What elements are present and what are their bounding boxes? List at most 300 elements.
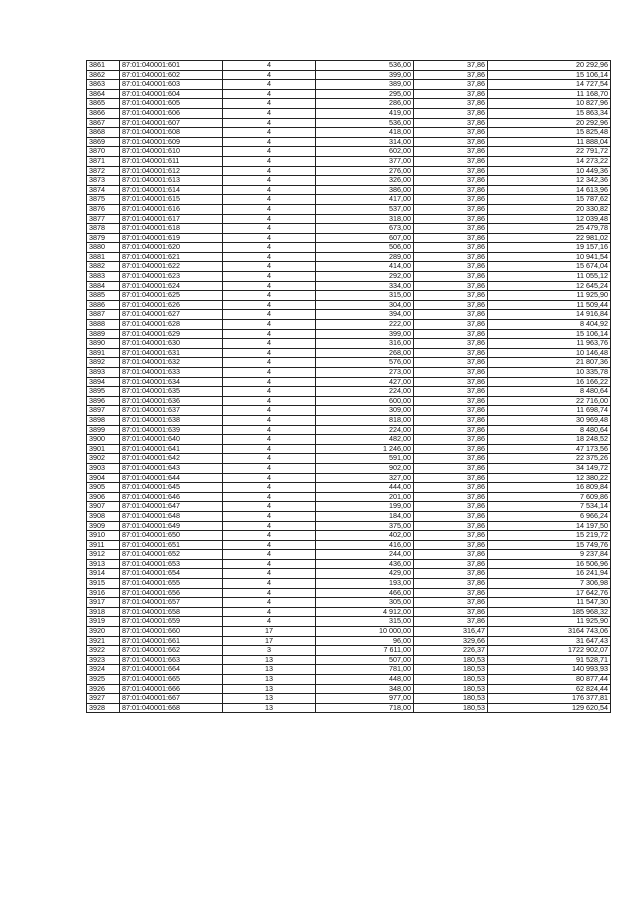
rate-cell: 37,86 bbox=[414, 166, 488, 176]
cadastral-number-cell: 87:01:040001:660 bbox=[120, 627, 223, 637]
value-cell: 22 716,00 bbox=[488, 396, 611, 406]
area-cell: 576,00 bbox=[316, 358, 414, 368]
area-cell: 427,00 bbox=[316, 377, 414, 387]
rate-cell: 37,86 bbox=[414, 291, 488, 301]
value-cell: 140 993,93 bbox=[488, 665, 611, 675]
value-cell: 14 613,96 bbox=[488, 185, 611, 195]
group-cell: 4 bbox=[223, 185, 316, 195]
value-cell: 8 480,64 bbox=[488, 425, 611, 435]
area-cell: 419,00 bbox=[316, 108, 414, 118]
group-cell: 4 bbox=[223, 262, 316, 272]
cadastral-number-cell: 87:01:040001:609 bbox=[120, 137, 223, 147]
row-number-cell: 3892 bbox=[87, 358, 120, 368]
row-number-cell: 3874 bbox=[87, 185, 120, 195]
value-cell: 10 941,54 bbox=[488, 252, 611, 262]
table-row bbox=[87, 435, 611, 445]
group-cell: 4 bbox=[223, 473, 316, 483]
area-cell: 402,00 bbox=[316, 531, 414, 541]
cadastral-number-cell: 87:01:040001:658 bbox=[120, 607, 223, 617]
area-cell: 902,00 bbox=[316, 463, 414, 473]
row-number-cell: 3902 bbox=[87, 454, 120, 464]
row-number-cell: 3891 bbox=[87, 348, 120, 358]
cadastral-number-cell: 87:01:040001:656 bbox=[120, 588, 223, 598]
table-row bbox=[87, 540, 611, 550]
area-cell: 315,00 bbox=[316, 617, 414, 627]
cadastral-value-table bbox=[86, 60, 611, 713]
table-row bbox=[87, 655, 611, 665]
area-cell: 224,00 bbox=[316, 425, 414, 435]
cadastral-number-cell: 87:01:040001:616 bbox=[120, 204, 223, 214]
rate-cell: 37,86 bbox=[414, 204, 488, 214]
table-row bbox=[87, 559, 611, 569]
value-cell: 11 509,44 bbox=[488, 300, 611, 310]
table-row bbox=[87, 415, 611, 425]
table-row bbox=[87, 176, 611, 186]
group-cell: 13 bbox=[223, 703, 316, 713]
row-number-cell: 3897 bbox=[87, 406, 120, 416]
cadastral-number-cell: 87:01:040001:645 bbox=[120, 483, 223, 493]
rate-cell: 37,86 bbox=[414, 339, 488, 349]
rate-cell: 37,86 bbox=[414, 214, 488, 224]
group-cell: 4 bbox=[223, 511, 316, 521]
row-number-cell: 3894 bbox=[87, 377, 120, 387]
area-cell: 536,00 bbox=[316, 118, 414, 128]
row-number-cell: 3928 bbox=[87, 703, 120, 713]
cadastral-number-cell: 87:01:040001:613 bbox=[120, 176, 223, 186]
table-row bbox=[87, 588, 611, 598]
group-cell: 4 bbox=[223, 70, 316, 80]
cadastral-number-cell: 87:01:040001:629 bbox=[120, 329, 223, 339]
cadastral-number-cell: 87:01:040001:602 bbox=[120, 70, 223, 80]
table-row bbox=[87, 262, 611, 272]
row-number-cell: 3914 bbox=[87, 569, 120, 579]
table-row bbox=[87, 444, 611, 454]
value-cell: 16 809,84 bbox=[488, 483, 611, 493]
cadastral-number-cell: 87:01:040001:663 bbox=[120, 655, 223, 665]
value-cell: 11 168,70 bbox=[488, 89, 611, 99]
area-cell: 536,00 bbox=[316, 61, 414, 71]
cadastral-number-cell: 87:01:040001:648 bbox=[120, 511, 223, 521]
rate-cell: 37,86 bbox=[414, 147, 488, 157]
row-number-cell: 3912 bbox=[87, 550, 120, 560]
area-cell: 375,00 bbox=[316, 521, 414, 531]
table-row bbox=[87, 368, 611, 378]
value-cell: 16 241,94 bbox=[488, 569, 611, 579]
group-cell: 4 bbox=[223, 559, 316, 569]
table-row bbox=[87, 665, 611, 675]
group-cell: 4 bbox=[223, 137, 316, 147]
group-cell: 4 bbox=[223, 310, 316, 320]
value-cell: 20 292,96 bbox=[488, 61, 611, 71]
area-cell: 399,00 bbox=[316, 329, 414, 339]
area-cell: 600,00 bbox=[316, 396, 414, 406]
row-number-cell: 3893 bbox=[87, 368, 120, 378]
area-cell: 184,00 bbox=[316, 511, 414, 521]
row-number-cell: 3924 bbox=[87, 665, 120, 675]
value-cell: 10 449,36 bbox=[488, 166, 611, 176]
rate-cell: 37,86 bbox=[414, 233, 488, 243]
table-row bbox=[87, 233, 611, 243]
cadastral-number-cell: 87:01:040001:666 bbox=[120, 684, 223, 694]
value-cell: 15 219,72 bbox=[488, 531, 611, 541]
table-body bbox=[87, 61, 611, 713]
rate-cell: 37,86 bbox=[414, 415, 488, 425]
group-cell: 4 bbox=[223, 281, 316, 291]
row-number-cell: 3865 bbox=[87, 99, 120, 109]
area-cell: 417,00 bbox=[316, 195, 414, 205]
cadastral-number-cell: 87:01:040001:649 bbox=[120, 521, 223, 531]
cadastral-number-cell: 87:01:040001:607 bbox=[120, 118, 223, 128]
table-row bbox=[87, 147, 611, 157]
cadastral-number-cell: 87:01:040001:618 bbox=[120, 224, 223, 234]
cadastral-number-cell: 87:01:040001:636 bbox=[120, 396, 223, 406]
value-cell: 11 547,30 bbox=[488, 598, 611, 608]
cadastral-number-cell: 87:01:040001:617 bbox=[120, 214, 223, 224]
row-number-cell: 3876 bbox=[87, 204, 120, 214]
table-row bbox=[87, 675, 611, 685]
group-cell: 4 bbox=[223, 195, 316, 205]
row-number-cell: 3895 bbox=[87, 387, 120, 397]
table-row bbox=[87, 569, 611, 579]
cadastral-number-cell: 87:01:040001:605 bbox=[120, 99, 223, 109]
row-number-cell: 3886 bbox=[87, 300, 120, 310]
value-cell: 22 375,26 bbox=[488, 454, 611, 464]
cadastral-number-cell: 87:01:040001:652 bbox=[120, 550, 223, 560]
value-cell: 10 335,78 bbox=[488, 368, 611, 378]
table-row bbox=[87, 646, 611, 656]
area-cell: 466,00 bbox=[316, 588, 414, 598]
group-cell: 4 bbox=[223, 617, 316, 627]
area-cell: 315,00 bbox=[316, 291, 414, 301]
cadastral-number-cell: 87:01:040001:659 bbox=[120, 617, 223, 627]
group-cell: 4 bbox=[223, 435, 316, 445]
cadastral-number-cell: 87:01:040001:662 bbox=[120, 646, 223, 656]
value-cell: 22 791,72 bbox=[488, 147, 611, 157]
rate-cell: 37,86 bbox=[414, 531, 488, 541]
group-cell: 17 bbox=[223, 636, 316, 646]
cadastral-number-cell: 87:01:040001:603 bbox=[120, 80, 223, 90]
value-cell: 80 877,44 bbox=[488, 675, 611, 685]
row-number-cell: 3878 bbox=[87, 224, 120, 234]
row-number-cell: 3872 bbox=[87, 166, 120, 176]
rate-cell: 37,86 bbox=[414, 80, 488, 90]
rate-cell: 37,86 bbox=[414, 224, 488, 234]
group-cell: 4 bbox=[223, 444, 316, 454]
area-cell: 316,00 bbox=[316, 339, 414, 349]
cadastral-number-cell: 87:01:040001:608 bbox=[120, 128, 223, 138]
group-cell: 4 bbox=[223, 454, 316, 464]
cadastral-number-cell: 87:01:040001:650 bbox=[120, 531, 223, 541]
area-cell: 326,00 bbox=[316, 176, 414, 186]
group-cell: 4 bbox=[223, 569, 316, 579]
group-cell: 4 bbox=[223, 540, 316, 550]
row-number-cell: 3906 bbox=[87, 492, 120, 502]
cadastral-number-cell: 87:01:040001:604 bbox=[120, 89, 223, 99]
group-cell: 4 bbox=[223, 588, 316, 598]
cadastral-number-cell: 87:01:040001:615 bbox=[120, 195, 223, 205]
area-cell: 193,00 bbox=[316, 579, 414, 589]
group-cell: 4 bbox=[223, 387, 316, 397]
group-cell: 4 bbox=[223, 550, 316, 560]
rate-cell: 37,86 bbox=[414, 454, 488, 464]
cadastral-number-cell: 87:01:040001:661 bbox=[120, 636, 223, 646]
area-cell: 224,00 bbox=[316, 387, 414, 397]
row-number-cell: 3871 bbox=[87, 156, 120, 166]
area-cell: 292,00 bbox=[316, 272, 414, 282]
row-number-cell: 3915 bbox=[87, 579, 120, 589]
table-row bbox=[87, 61, 611, 71]
group-cell: 4 bbox=[223, 358, 316, 368]
cadastral-number-cell: 87:01:040001:643 bbox=[120, 463, 223, 473]
cadastral-number-cell: 87:01:040001:641 bbox=[120, 444, 223, 454]
rate-cell: 37,86 bbox=[414, 483, 488, 493]
rate-cell: 226,37 bbox=[414, 646, 488, 656]
row-number-cell: 3869 bbox=[87, 137, 120, 147]
row-number-cell: 3867 bbox=[87, 118, 120, 128]
cadastral-number-cell: 87:01:040001:633 bbox=[120, 368, 223, 378]
row-number-cell: 3910 bbox=[87, 531, 120, 541]
rate-cell: 37,86 bbox=[414, 61, 488, 71]
rate-cell: 37,86 bbox=[414, 377, 488, 387]
table-row bbox=[87, 185, 611, 195]
cadastral-number-cell: 87:01:040001:634 bbox=[120, 377, 223, 387]
rate-cell: 37,86 bbox=[414, 329, 488, 339]
rate-cell: 37,86 bbox=[414, 156, 488, 166]
area-cell: 289,00 bbox=[316, 252, 414, 262]
value-cell: 11 963,76 bbox=[488, 339, 611, 349]
table-row bbox=[87, 108, 611, 118]
row-number-cell: 3917 bbox=[87, 598, 120, 608]
table-row bbox=[87, 579, 611, 589]
value-cell: 8 404,92 bbox=[488, 320, 611, 330]
row-number-cell: 3890 bbox=[87, 339, 120, 349]
value-cell: 7 306,98 bbox=[488, 579, 611, 589]
area-cell: 309,00 bbox=[316, 406, 414, 416]
value-cell: 20 292,96 bbox=[488, 118, 611, 128]
cadastral-number-cell: 87:01:040001:632 bbox=[120, 358, 223, 368]
rate-cell: 37,86 bbox=[414, 89, 488, 99]
row-number-cell: 3916 bbox=[87, 588, 120, 598]
cadastral-number-cell: 87:01:040001:667 bbox=[120, 694, 223, 704]
group-cell: 4 bbox=[223, 224, 316, 234]
table-row bbox=[87, 243, 611, 253]
value-cell: 8 480,64 bbox=[488, 387, 611, 397]
rate-cell: 180,53 bbox=[414, 703, 488, 713]
table-row bbox=[87, 80, 611, 90]
area-cell: 7 611,00 bbox=[316, 646, 414, 656]
value-cell: 12 380,22 bbox=[488, 473, 611, 483]
group-cell: 4 bbox=[223, 320, 316, 330]
group-cell: 4 bbox=[223, 252, 316, 262]
group-cell: 4 bbox=[223, 579, 316, 589]
rate-cell: 180,53 bbox=[414, 694, 488, 704]
area-cell: 607,00 bbox=[316, 233, 414, 243]
group-cell: 13 bbox=[223, 684, 316, 694]
value-cell: 30 969,48 bbox=[488, 415, 611, 425]
table-row bbox=[87, 99, 611, 109]
value-cell: 12 645,24 bbox=[488, 281, 611, 291]
area-cell: 718,00 bbox=[316, 703, 414, 713]
value-cell: 15 106,14 bbox=[488, 70, 611, 80]
cadastral-number-cell: 87:01:040001:630 bbox=[120, 339, 223, 349]
row-number-cell: 3880 bbox=[87, 243, 120, 253]
table-row bbox=[87, 329, 611, 339]
group-cell: 4 bbox=[223, 415, 316, 425]
rate-cell: 37,86 bbox=[414, 598, 488, 608]
value-cell: 3164 743,06 bbox=[488, 627, 611, 637]
area-cell: 377,00 bbox=[316, 156, 414, 166]
value-cell: 12 039,48 bbox=[488, 214, 611, 224]
row-number-cell: 3903 bbox=[87, 463, 120, 473]
rate-cell: 37,86 bbox=[414, 252, 488, 262]
value-cell: 11 698,74 bbox=[488, 406, 611, 416]
group-cell: 4 bbox=[223, 521, 316, 531]
group-cell: 4 bbox=[223, 204, 316, 214]
value-cell: 14 197,50 bbox=[488, 521, 611, 531]
group-cell: 4 bbox=[223, 502, 316, 512]
table-row bbox=[87, 214, 611, 224]
value-cell: 47 173,56 bbox=[488, 444, 611, 454]
group-cell: 3 bbox=[223, 646, 316, 656]
area-cell: 436,00 bbox=[316, 559, 414, 569]
rate-cell: 37,86 bbox=[414, 425, 488, 435]
area-cell: 448,00 bbox=[316, 675, 414, 685]
cadastral-number-cell: 87:01:040001:642 bbox=[120, 454, 223, 464]
table-row bbox=[87, 703, 611, 713]
value-cell: 34 149,72 bbox=[488, 463, 611, 473]
value-cell: 17 642,76 bbox=[488, 588, 611, 598]
group-cell: 4 bbox=[223, 483, 316, 493]
group-cell: 4 bbox=[223, 291, 316, 301]
row-number-cell: 3926 bbox=[87, 684, 120, 694]
rate-cell: 37,86 bbox=[414, 396, 488, 406]
row-number-cell: 3905 bbox=[87, 483, 120, 493]
cadastral-number-cell: 87:01:040001:627 bbox=[120, 310, 223, 320]
row-number-cell: 3882 bbox=[87, 262, 120, 272]
table-row bbox=[87, 137, 611, 147]
row-number-cell: 3866 bbox=[87, 108, 120, 118]
value-cell: 10 827,96 bbox=[488, 99, 611, 109]
table-row bbox=[87, 156, 611, 166]
value-cell: 7 609,86 bbox=[488, 492, 611, 502]
cadastral-number-cell: 87:01:040001:646 bbox=[120, 492, 223, 502]
row-number-cell: 3913 bbox=[87, 559, 120, 569]
value-cell: 11 925,90 bbox=[488, 617, 611, 627]
row-number-cell: 3922 bbox=[87, 646, 120, 656]
table-row bbox=[87, 473, 611, 483]
cadastral-number-cell: 87:01:040001:668 bbox=[120, 703, 223, 713]
group-cell: 4 bbox=[223, 118, 316, 128]
table-row bbox=[87, 598, 611, 608]
rate-cell: 37,86 bbox=[414, 310, 488, 320]
area-cell: 673,00 bbox=[316, 224, 414, 234]
group-cell: 4 bbox=[223, 531, 316, 541]
group-cell: 4 bbox=[223, 377, 316, 387]
table-row bbox=[87, 694, 611, 704]
row-number-cell: 3898 bbox=[87, 415, 120, 425]
table-row bbox=[87, 291, 611, 301]
row-number-cell: 3925 bbox=[87, 675, 120, 685]
value-cell: 11 925,90 bbox=[488, 291, 611, 301]
row-number-cell: 3864 bbox=[87, 89, 120, 99]
row-number-cell: 3888 bbox=[87, 320, 120, 330]
row-number-cell: 3896 bbox=[87, 396, 120, 406]
area-cell: 394,00 bbox=[316, 310, 414, 320]
value-cell: 22 981,02 bbox=[488, 233, 611, 243]
group-cell: 4 bbox=[223, 492, 316, 502]
value-cell: 16 506,96 bbox=[488, 559, 611, 569]
cadastral-number-cell: 87:01:040001:625 bbox=[120, 291, 223, 301]
value-cell: 14 727,54 bbox=[488, 80, 611, 90]
area-cell: 537,00 bbox=[316, 204, 414, 214]
table-row bbox=[87, 195, 611, 205]
cadastral-number-cell: 87:01:040001:653 bbox=[120, 559, 223, 569]
rate-cell: 37,86 bbox=[414, 99, 488, 109]
value-cell: 31 647,43 bbox=[488, 636, 611, 646]
table-row bbox=[87, 224, 611, 234]
cadastral-number-cell: 87:01:040001:647 bbox=[120, 502, 223, 512]
cadastral-number-cell: 87:01:040001:664 bbox=[120, 665, 223, 675]
row-number-cell: 3861 bbox=[87, 61, 120, 71]
cadastral-number-cell: 87:01:040001:651 bbox=[120, 540, 223, 550]
table-row bbox=[87, 272, 611, 282]
group-cell: 4 bbox=[223, 233, 316, 243]
area-cell: 295,00 bbox=[316, 89, 414, 99]
table-row bbox=[87, 89, 611, 99]
cadastral-number-cell: 87:01:040001:610 bbox=[120, 147, 223, 157]
area-cell: 399,00 bbox=[316, 70, 414, 80]
value-cell: 176 377,81 bbox=[488, 694, 611, 704]
area-cell: 276,00 bbox=[316, 166, 414, 176]
group-cell: 4 bbox=[223, 156, 316, 166]
rate-cell: 180,53 bbox=[414, 675, 488, 685]
row-number-cell: 3923 bbox=[87, 655, 120, 665]
row-number-cell: 3862 bbox=[87, 70, 120, 80]
area-cell: 268,00 bbox=[316, 348, 414, 358]
rate-cell: 37,86 bbox=[414, 185, 488, 195]
table-row bbox=[87, 511, 611, 521]
area-cell: 305,00 bbox=[316, 598, 414, 608]
rate-cell: 329,66 bbox=[414, 636, 488, 646]
cadastral-number-cell: 87:01:040001:654 bbox=[120, 569, 223, 579]
area-cell: 286,00 bbox=[316, 99, 414, 109]
table-row bbox=[87, 521, 611, 531]
table-row bbox=[87, 492, 611, 502]
group-cell: 4 bbox=[223, 99, 316, 109]
table-row bbox=[87, 377, 611, 387]
table-row bbox=[87, 310, 611, 320]
value-cell: 11 888,04 bbox=[488, 137, 611, 147]
group-cell: 4 bbox=[223, 598, 316, 608]
value-cell: 16 166,22 bbox=[488, 377, 611, 387]
rate-cell: 180,53 bbox=[414, 665, 488, 675]
rate-cell: 37,86 bbox=[414, 368, 488, 378]
table-row bbox=[87, 339, 611, 349]
rate-cell: 37,86 bbox=[414, 243, 488, 253]
area-cell: 818,00 bbox=[316, 415, 414, 425]
value-cell: 129 620,54 bbox=[488, 703, 611, 713]
value-cell: 12 342,36 bbox=[488, 176, 611, 186]
group-cell: 4 bbox=[223, 108, 316, 118]
table-row bbox=[87, 281, 611, 291]
cadastral-number-cell: 87:01:040001:665 bbox=[120, 675, 223, 685]
cadastral-number-cell: 87:01:040001:638 bbox=[120, 415, 223, 425]
table-row bbox=[87, 300, 611, 310]
area-cell: 348,00 bbox=[316, 684, 414, 694]
cadastral-number-cell: 87:01:040001:631 bbox=[120, 348, 223, 358]
table-row bbox=[87, 483, 611, 493]
area-cell: 591,00 bbox=[316, 454, 414, 464]
